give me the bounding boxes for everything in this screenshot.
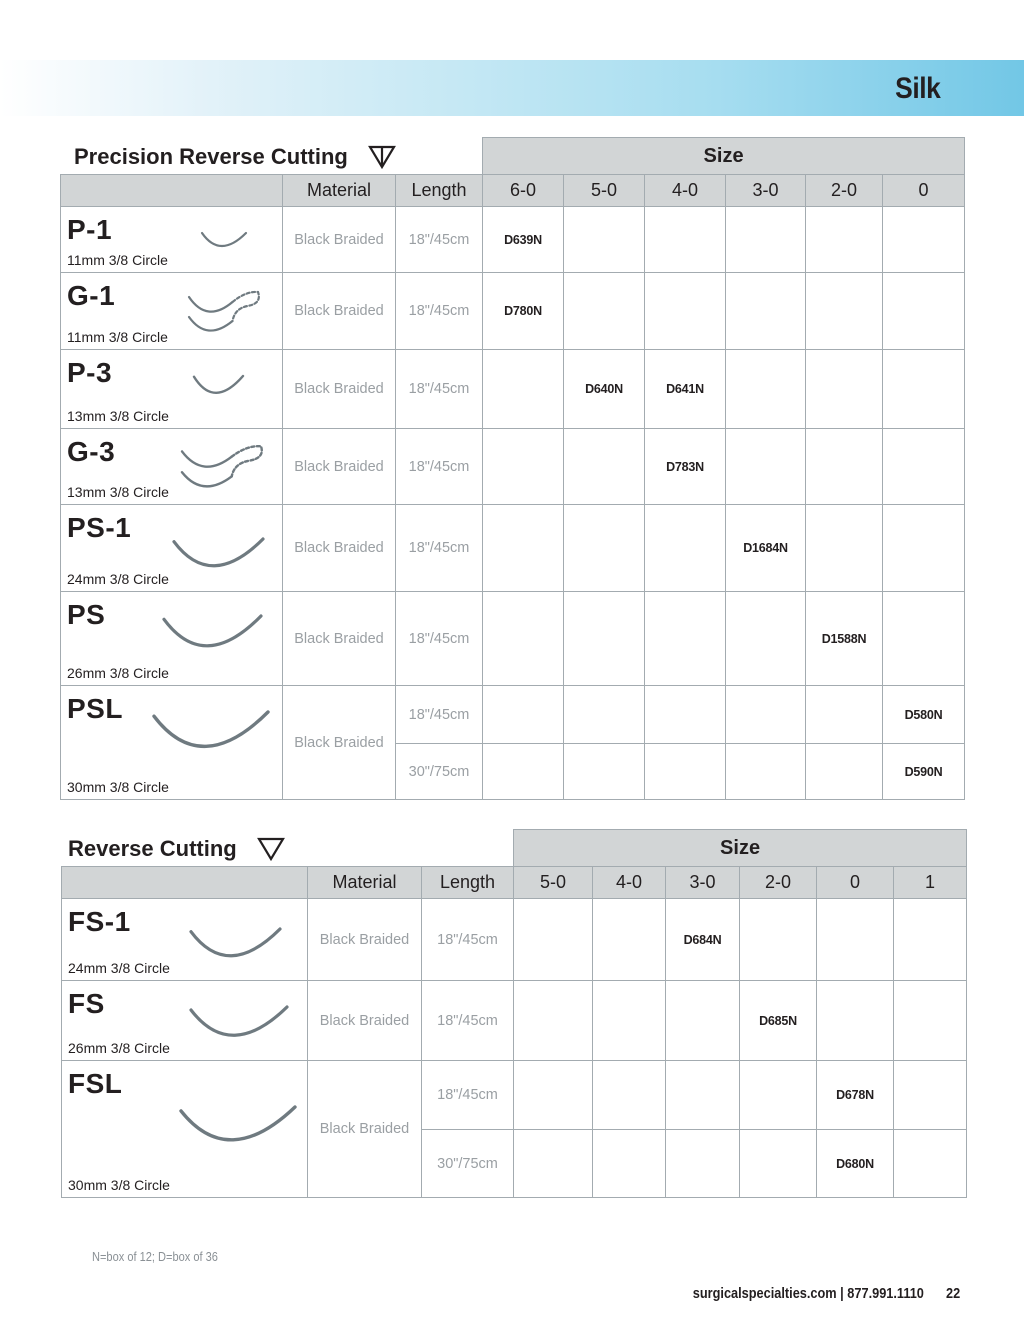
length-cell: 18"/45cm xyxy=(396,592,483,686)
empty-size-cell xyxy=(666,1130,740,1198)
empty-size-cell xyxy=(564,592,645,686)
needle-cell xyxy=(62,981,308,1061)
material-cell: Black Braided xyxy=(283,686,396,800)
needle-description: 30mm 3/8 Circle xyxy=(67,778,169,795)
product-row xyxy=(61,350,965,429)
needle-info xyxy=(61,208,282,272)
needle-cell xyxy=(61,350,283,429)
title-spacer xyxy=(61,138,483,175)
product-row xyxy=(62,1061,967,1130)
size-column-header: 4-0 xyxy=(645,175,726,207)
needle-name: FS-1 xyxy=(68,905,131,937)
empty-size-cell xyxy=(483,505,564,592)
needle-curve-icon xyxy=(186,286,261,336)
length-cell: 18"/45cm xyxy=(422,899,514,981)
empty-size-cell xyxy=(514,981,593,1061)
product-row xyxy=(62,899,967,981)
empty-size-cell xyxy=(564,686,645,744)
needle-info xyxy=(61,430,282,504)
length-cell: 30"/75cm xyxy=(422,1130,514,1198)
empty-size-cell xyxy=(483,686,564,744)
product-row xyxy=(61,429,965,505)
needle-description: 11mm 3/8 Circle xyxy=(67,328,168,345)
size-column-header: 3-0 xyxy=(666,867,740,899)
length-cell: 18"/45cm xyxy=(396,350,483,429)
needle-column-header xyxy=(62,867,308,899)
needle-name: P-3 xyxy=(67,356,113,388)
needle-curve-icon xyxy=(161,613,264,655)
size-column-header: 6-0 xyxy=(483,175,564,207)
empty-size-cell xyxy=(645,273,726,350)
product-code-cell: D684N xyxy=(666,899,740,981)
material-column-header: Material xyxy=(283,175,396,207)
empty-size-cell xyxy=(726,350,806,429)
size-column-header: 0 xyxy=(883,175,965,207)
packaging-footnote: N=box of 12; D=box of 36 xyxy=(92,1249,218,1264)
empty-size-cell xyxy=(483,744,564,800)
needle-curve-icon xyxy=(191,373,246,398)
size-group-header: Size xyxy=(483,138,965,175)
product-code-cell: D1684N xyxy=(726,505,806,592)
product-table-precision-reverse-cutting xyxy=(60,137,965,800)
product-row xyxy=(61,505,965,592)
material-column-header: Material xyxy=(308,867,422,899)
empty-size-cell xyxy=(883,350,965,429)
size-column-header: 2-0 xyxy=(806,175,883,207)
empty-size-cell xyxy=(817,981,894,1061)
column-header-row xyxy=(61,175,965,207)
product-code-cell: D780N xyxy=(483,273,564,350)
needle-curve-icon xyxy=(171,536,266,574)
product-table-reverse-cutting xyxy=(61,829,967,1198)
size-header-row xyxy=(61,138,965,175)
product-row xyxy=(61,207,965,273)
needle-info xyxy=(62,982,307,1060)
section-title-text: Precision Reverse Cutting xyxy=(74,144,348,169)
length-column-header: Length xyxy=(396,175,483,207)
empty-size-cell xyxy=(593,1061,666,1130)
product-code-cell: D1588N xyxy=(806,592,883,686)
empty-size-cell xyxy=(806,273,883,350)
length-cell: 18"/45cm xyxy=(396,207,483,273)
empty-size-cell xyxy=(645,686,726,744)
needle-description: 13mm 3/8 Circle xyxy=(67,407,169,424)
empty-size-cell xyxy=(806,744,883,800)
empty-size-cell xyxy=(883,505,965,592)
product-code-cell: D639N xyxy=(483,207,564,273)
empty-size-cell xyxy=(740,1061,817,1130)
empty-size-cell xyxy=(726,207,806,273)
size-group-header: Size xyxy=(514,830,967,867)
needle-info xyxy=(61,274,282,349)
empty-size-cell xyxy=(564,505,645,592)
length-cell: 18"/45cm xyxy=(396,273,483,350)
material-cell: Black Braided xyxy=(308,981,422,1061)
empty-size-cell xyxy=(806,686,883,744)
empty-size-cell xyxy=(564,744,645,800)
needle-name: PS-1 xyxy=(67,511,132,543)
needle-info xyxy=(61,506,282,591)
product-code-cell: D783N xyxy=(645,429,726,505)
section-title-text: Reverse Cutting xyxy=(68,836,237,861)
needle-curve-icon xyxy=(151,709,271,757)
needle-cell xyxy=(61,273,283,350)
product-code-cell: D685N xyxy=(740,981,817,1061)
title-spacer xyxy=(62,830,514,867)
needle-cell xyxy=(61,429,283,505)
needle-description: 26mm 3/8 Circle xyxy=(68,1039,170,1056)
empty-size-cell xyxy=(806,505,883,592)
empty-size-cell xyxy=(726,686,806,744)
empty-size-cell xyxy=(894,899,967,981)
empty-size-cell xyxy=(817,899,894,981)
product-code-cell: D641N xyxy=(645,350,726,429)
empty-size-cell xyxy=(593,981,666,1061)
footer-contact: surgicalspecialties.com | 877.991.1110 xyxy=(692,1285,924,1302)
empty-size-cell xyxy=(514,899,593,981)
needle-description: 24mm 3/8 Circle xyxy=(68,959,170,976)
length-cell: 18"/45cm xyxy=(422,981,514,1061)
size-column-header: 1 xyxy=(894,867,967,899)
empty-size-cell xyxy=(883,207,965,273)
empty-size-cell xyxy=(726,592,806,686)
needle-name: P-1 xyxy=(67,213,113,245)
empty-size-cell xyxy=(666,981,740,1061)
needle-description: 30mm 3/8 Circle xyxy=(68,1176,170,1193)
category-title: Silk xyxy=(894,72,940,105)
size-header-row xyxy=(62,830,967,867)
needle-cell xyxy=(61,207,283,273)
needle-curve-icon xyxy=(179,440,264,492)
material-cell: Black Braided xyxy=(308,1061,422,1198)
needle-curve-icon xyxy=(188,1004,290,1044)
material-cell: Black Braided xyxy=(283,207,396,273)
needle-curve-icon xyxy=(199,230,249,250)
category-banner xyxy=(0,60,1024,116)
empty-size-cell xyxy=(593,899,666,981)
empty-size-cell xyxy=(564,207,645,273)
needle-name: FS xyxy=(68,987,105,1019)
needle-column-header xyxy=(61,175,283,207)
empty-size-cell xyxy=(564,273,645,350)
empty-size-cell xyxy=(514,1061,593,1130)
needle-name: PS xyxy=(67,598,106,630)
product-row xyxy=(61,592,965,686)
empty-size-cell xyxy=(593,1130,666,1198)
column-header-row xyxy=(62,867,967,899)
length-cell: 30"/75cm xyxy=(396,744,483,800)
empty-size-cell xyxy=(806,207,883,273)
product-code-cell: D678N xyxy=(817,1061,894,1130)
size-column-header: 2-0 xyxy=(740,867,817,899)
empty-size-cell xyxy=(806,350,883,429)
needle-name: FSL xyxy=(68,1067,123,1099)
product-row xyxy=(61,273,965,350)
empty-size-cell xyxy=(726,429,806,505)
needle-name: PSL xyxy=(67,692,123,724)
needle-info xyxy=(61,351,282,428)
page-number: 22 xyxy=(946,1285,961,1302)
empty-size-cell xyxy=(564,429,645,505)
needle-cell xyxy=(62,899,308,981)
needle-curve-icon xyxy=(188,926,283,964)
needle-description: 26mm 3/8 Circle xyxy=(67,664,169,681)
size-column-header: 5-0 xyxy=(514,867,593,899)
needle-info xyxy=(62,900,307,980)
needle-name: G-1 xyxy=(67,279,116,311)
length-cell: 18"/45cm xyxy=(396,429,483,505)
empty-size-cell xyxy=(740,899,817,981)
material-cell: Black Braided xyxy=(283,350,396,429)
empty-size-cell xyxy=(883,592,965,686)
needle-name: G-3 xyxy=(67,435,116,467)
needle-cell xyxy=(61,592,283,686)
needle-info xyxy=(61,593,282,685)
empty-size-cell xyxy=(726,744,806,800)
empty-size-cell xyxy=(645,505,726,592)
product-code-cell: D580N xyxy=(883,686,965,744)
empty-size-cell xyxy=(726,273,806,350)
size-column-header: 5-0 xyxy=(564,175,645,207)
needle-description: 24mm 3/8 Circle xyxy=(67,570,169,587)
needle-curve-icon xyxy=(178,1104,298,1150)
size-column-header: 3-0 xyxy=(726,175,806,207)
length-cell: 18"/45cm xyxy=(396,686,483,744)
empty-size-cell xyxy=(483,429,564,505)
empty-size-cell xyxy=(883,273,965,350)
needle-info xyxy=(62,1062,307,1197)
material-cell: Black Braided xyxy=(283,592,396,686)
empty-size-cell xyxy=(666,1061,740,1130)
product-row xyxy=(62,981,967,1061)
needle-cell xyxy=(61,686,283,800)
empty-size-cell xyxy=(894,1130,967,1198)
empty-size-cell xyxy=(894,1061,967,1130)
product-code-cell: D680N xyxy=(817,1130,894,1198)
size-column-header: 4-0 xyxy=(593,867,666,899)
material-cell: Black Braided xyxy=(283,429,396,505)
empty-size-cell xyxy=(894,981,967,1061)
material-cell: Black Braided xyxy=(283,505,396,592)
needle-cell xyxy=(62,1061,308,1198)
product-code-cell: D590N xyxy=(883,744,965,800)
empty-size-cell xyxy=(645,744,726,800)
empty-size-cell xyxy=(483,592,564,686)
length-column-header: Length xyxy=(422,867,514,899)
needle-info xyxy=(61,687,282,799)
product-code-cell: D640N xyxy=(564,350,645,429)
length-cell: 18"/45cm xyxy=(396,505,483,592)
size-column-header: 0 xyxy=(817,867,894,899)
empty-size-cell xyxy=(806,429,883,505)
material-cell: Black Braided xyxy=(283,273,396,350)
empty-size-cell xyxy=(514,1130,593,1198)
length-cell: 18"/45cm xyxy=(422,1061,514,1130)
empty-size-cell xyxy=(645,207,726,273)
needle-cell xyxy=(61,505,283,592)
material-cell: Black Braided xyxy=(308,899,422,981)
product-row xyxy=(61,686,965,744)
empty-size-cell xyxy=(883,429,965,505)
empty-size-cell xyxy=(645,592,726,686)
needle-description: 11mm 3/8 Circle xyxy=(67,251,168,268)
empty-size-cell xyxy=(740,1130,817,1198)
empty-size-cell xyxy=(483,350,564,429)
needle-description: 13mm 3/8 Circle xyxy=(67,483,169,500)
